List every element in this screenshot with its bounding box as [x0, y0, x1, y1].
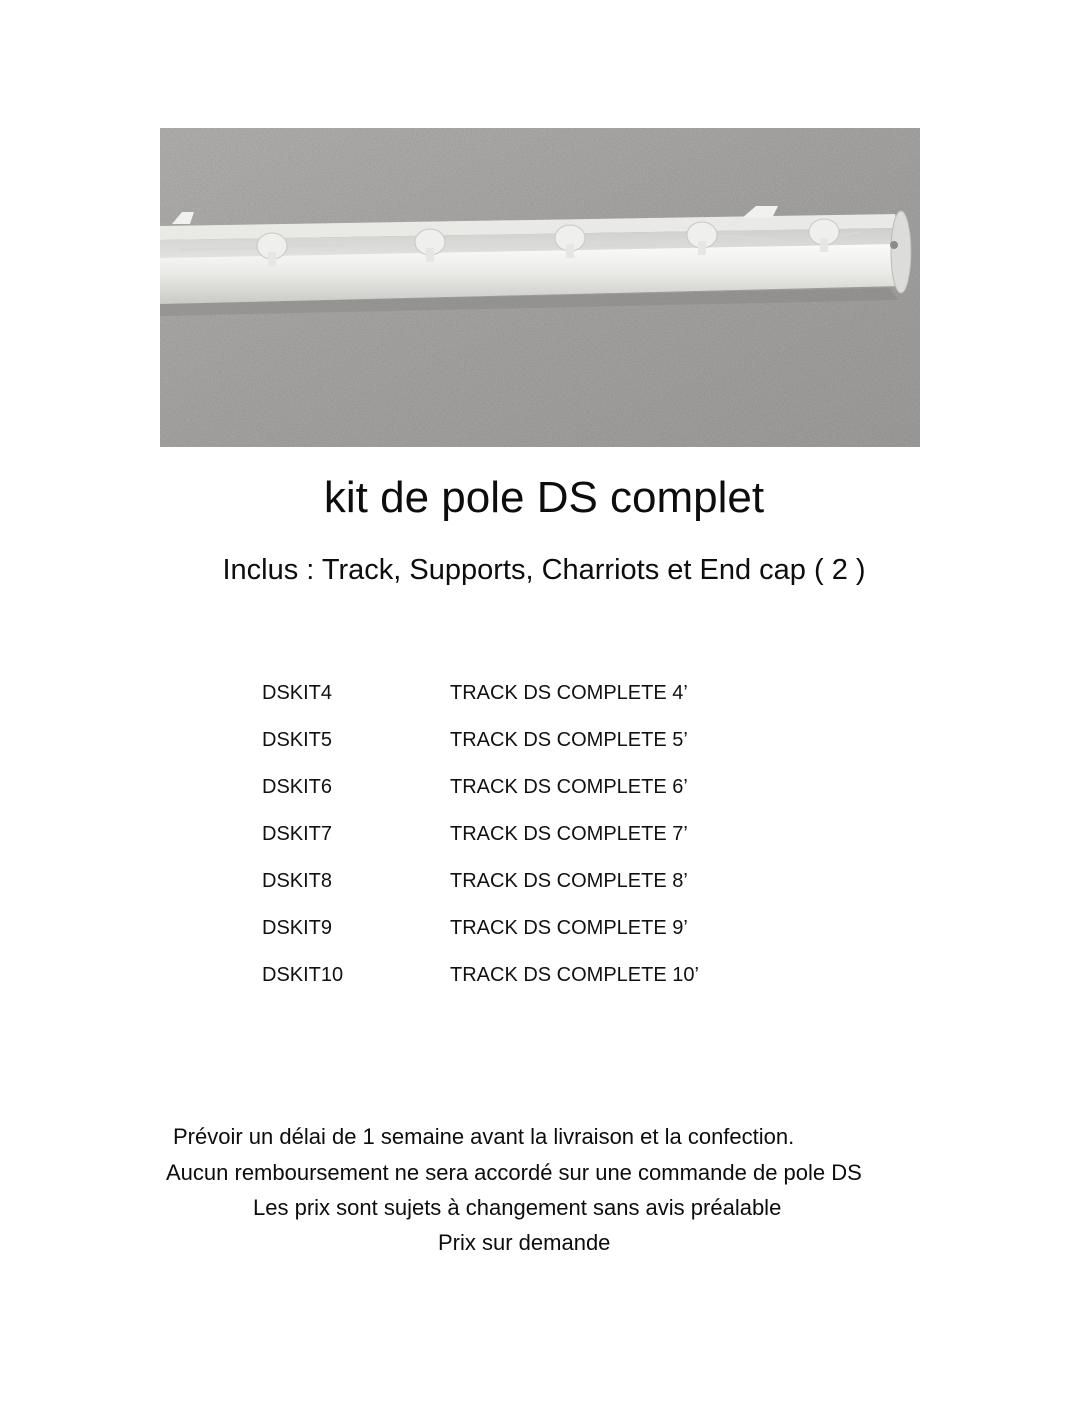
- kit-list: [262, 670, 862, 999]
- list-item: [262, 717, 862, 764]
- kit-code: DSKIT6: [262, 776, 333, 798]
- delay-note: Prévoir un délai de 1 semaine avant la livraison et la confection.: [173, 1124, 795, 1149]
- pole-track-image: [160, 128, 920, 447]
- list-item: [262, 952, 862, 999]
- kit-description: TRACK DS COMPLETE 4’: [450, 682, 688, 704]
- kit-description: TRACK DS COMPLETE 6’: [450, 776, 688, 798]
- kit-description: TRACK DS COMPLETE 10’: [450, 964, 699, 986]
- price-change-note: Les prix sont sujets à changement sans avis préalable: [253, 1195, 782, 1220]
- kit-code: DSKIT10: [262, 964, 344, 986]
- kit-description: TRACK DS COMPLETE 5’: [450, 729, 688, 751]
- list-item: [262, 670, 862, 717]
- page-subtitle: Inclus : Track, Supports, Charriots et End cap ( 2 ): [222, 554, 866, 586]
- list-item: [262, 811, 862, 858]
- list-item: [262, 764, 862, 811]
- product-photo: [160, 128, 920, 447]
- list-item: [262, 905, 862, 952]
- refund-note: Aucun remboursement ne sera accordé sur une commande de pole DS: [166, 1160, 862, 1185]
- kit-code: DSKIT8: [262, 870, 333, 892]
- kit-code: DSKIT7: [262, 823, 333, 845]
- price-on-request-note: Prix sur demande: [438, 1230, 611, 1255]
- kit-code: DSKIT4: [262, 682, 333, 704]
- page-title: kit de pole DS complet: [323, 473, 765, 522]
- list-item: [262, 858, 862, 905]
- kit-description: TRACK DS COMPLETE 8’: [450, 870, 688, 892]
- kit-description: TRACK DS COMPLETE 7’: [450, 823, 688, 845]
- kit-code: DSKIT9: [262, 917, 333, 939]
- kit-code: DSKIT5: [262, 729, 333, 751]
- kit-description: TRACK DS COMPLETE 9’: [450, 917, 688, 939]
